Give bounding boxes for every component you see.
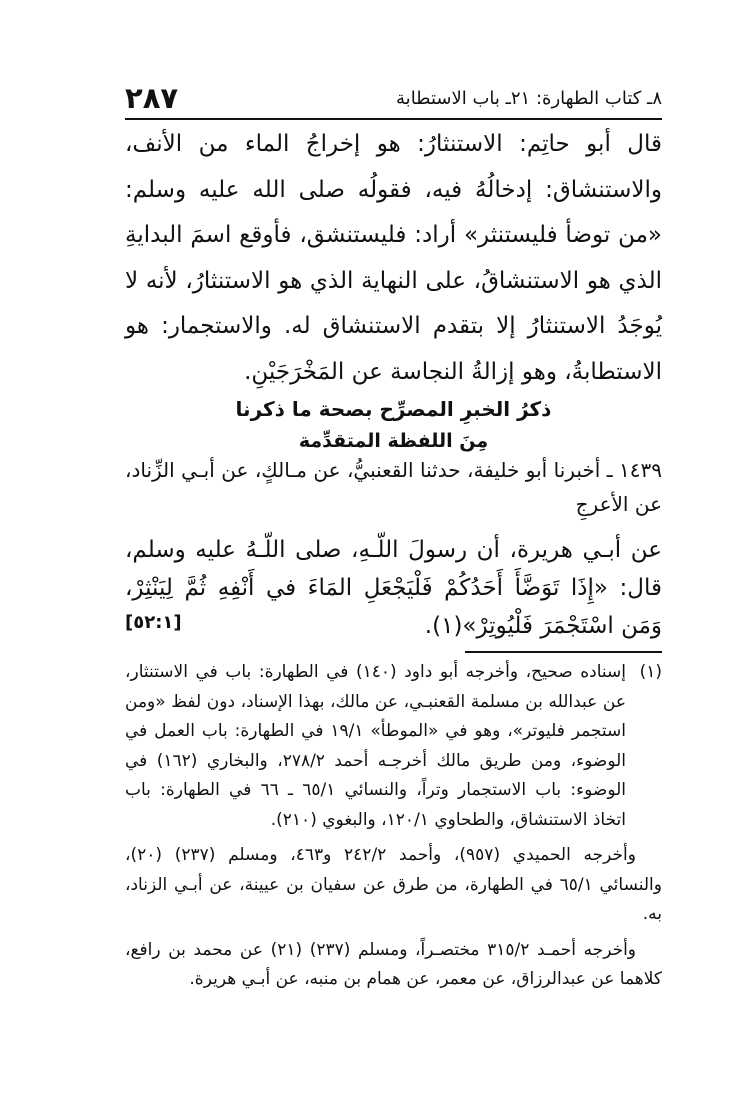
section-title-line-2: مِنَ اللفظة المتقدِّمة — [298, 430, 489, 452]
commentary-paragraph: قال أبو حاتِم: الاستنثارُ: هو إخراجُ الماء من الأنف، والاستنشاق: إدخالُهُ فيه، فقولُه صلى الله عليه وسلم: «من توضأ فليستنثر» أراد: فليستنشق، فأوقع اسمَ البدايةِ الذي هو الاستنشاقُ، على النهاية الذي هو الاستنثارُ، لأنه لا يُوجَدُ الاستنثارُ إلا بتقدم الاستنشاق له. والاستجمار: هو الاستطابةُ، وهو إزالةُ النجاسة عن المَخْرَجَيْنِ. — [125, 131, 662, 385]
footnote-paragraph-3: وأخرجه أحمـد ٣١٥/٢ مختصـراً، ومسلم (٢٣٧) (٢١) عن محمد بن رافع، كلاهما عن عبدالرزاق، عن معمر، عن همام بن منبه، عن أبـي هريرة. — [125, 939, 662, 989]
main-commentary — [125, 122, 662, 396]
footnote-separator — [465, 651, 662, 653]
footnote-marker: (١) — [639, 662, 662, 682]
page-header — [125, 70, 662, 118]
reference-line — [125, 612, 662, 638]
header-rule — [125, 118, 662, 120]
hadith-matn: عن أبـي هريرة، أن رسولَ اللّـهِ، صلى اللّـهُ عليه وسلم، قال: «إِذَا تَوَضَّأَ أَحَدُكُمْ فَلْيَجْعَلِ المَاءَ في أَنْفِهِ ثُمَّ لِيَنْثِرْ، وَمَن اسْتَجْمَرَ فَلْيُوتِرْ»(١). — [125, 537, 662, 639]
section-heading — [125, 392, 662, 456]
hadith-reference: [٥٢:١] — [125, 612, 182, 633]
footnote-1-text: إسناده صحيح، وأخرجه أبو داود (١٤٠) في الطهارة: باب في الاستنثار، عن عبدالله بن مسلمة القعنبـي، عن مالك، بهذا الإسناد، دون لفظ «ومن استجمر فليوتر»، وهو في «الموطأ» ١٩/١ في الطهارة: باب العمل في الوضوء، ومن طريق مالك أخرجـه أحمد ٢٧٨/٢، والبخاري (١٦٢) في الوضوء: باب الاستجمار وتراً، والنسائي ٦٥/١ ـ ٦٦ في الطهارة: باب اتخاذ الاستنشاق، والطحاوي ١٢٠/١، والبغوي (٢١٠). — [125, 662, 627, 830]
running-head: ٨ـ كتاب الطهارة: ٢١ـ باب الاستطابة — [396, 88, 662, 109]
footnote-1 — [125, 658, 662, 835]
hadith-isnad: ١٤٣٩ ـ أخبرنا أبو خليفة، حدثنا القعنبيُّ، عن مـالكٍ، عن أبـي الزِّناد، عن الأعرجِ — [125, 458, 662, 516]
page-number: ٢٨٧ — [125, 81, 179, 115]
footnotes — [125, 658, 662, 1001]
section-title-line-1: ذكرُ الخبرِ المصرِّح بصحة ما ذكرنا — [235, 397, 552, 421]
footnote-paragraph-2: وأخرجه الحميدي (٩٥٧)، وأحمد ٢٤٢/٢ و٤٦٣، ومسلم (٢٣٧) (٢٠)، والنسائي ٦٥/١ في الطهارة، من طرق عن سفيان بن عيينة، عن أبـي الزناد، به. — [125, 845, 662, 924]
